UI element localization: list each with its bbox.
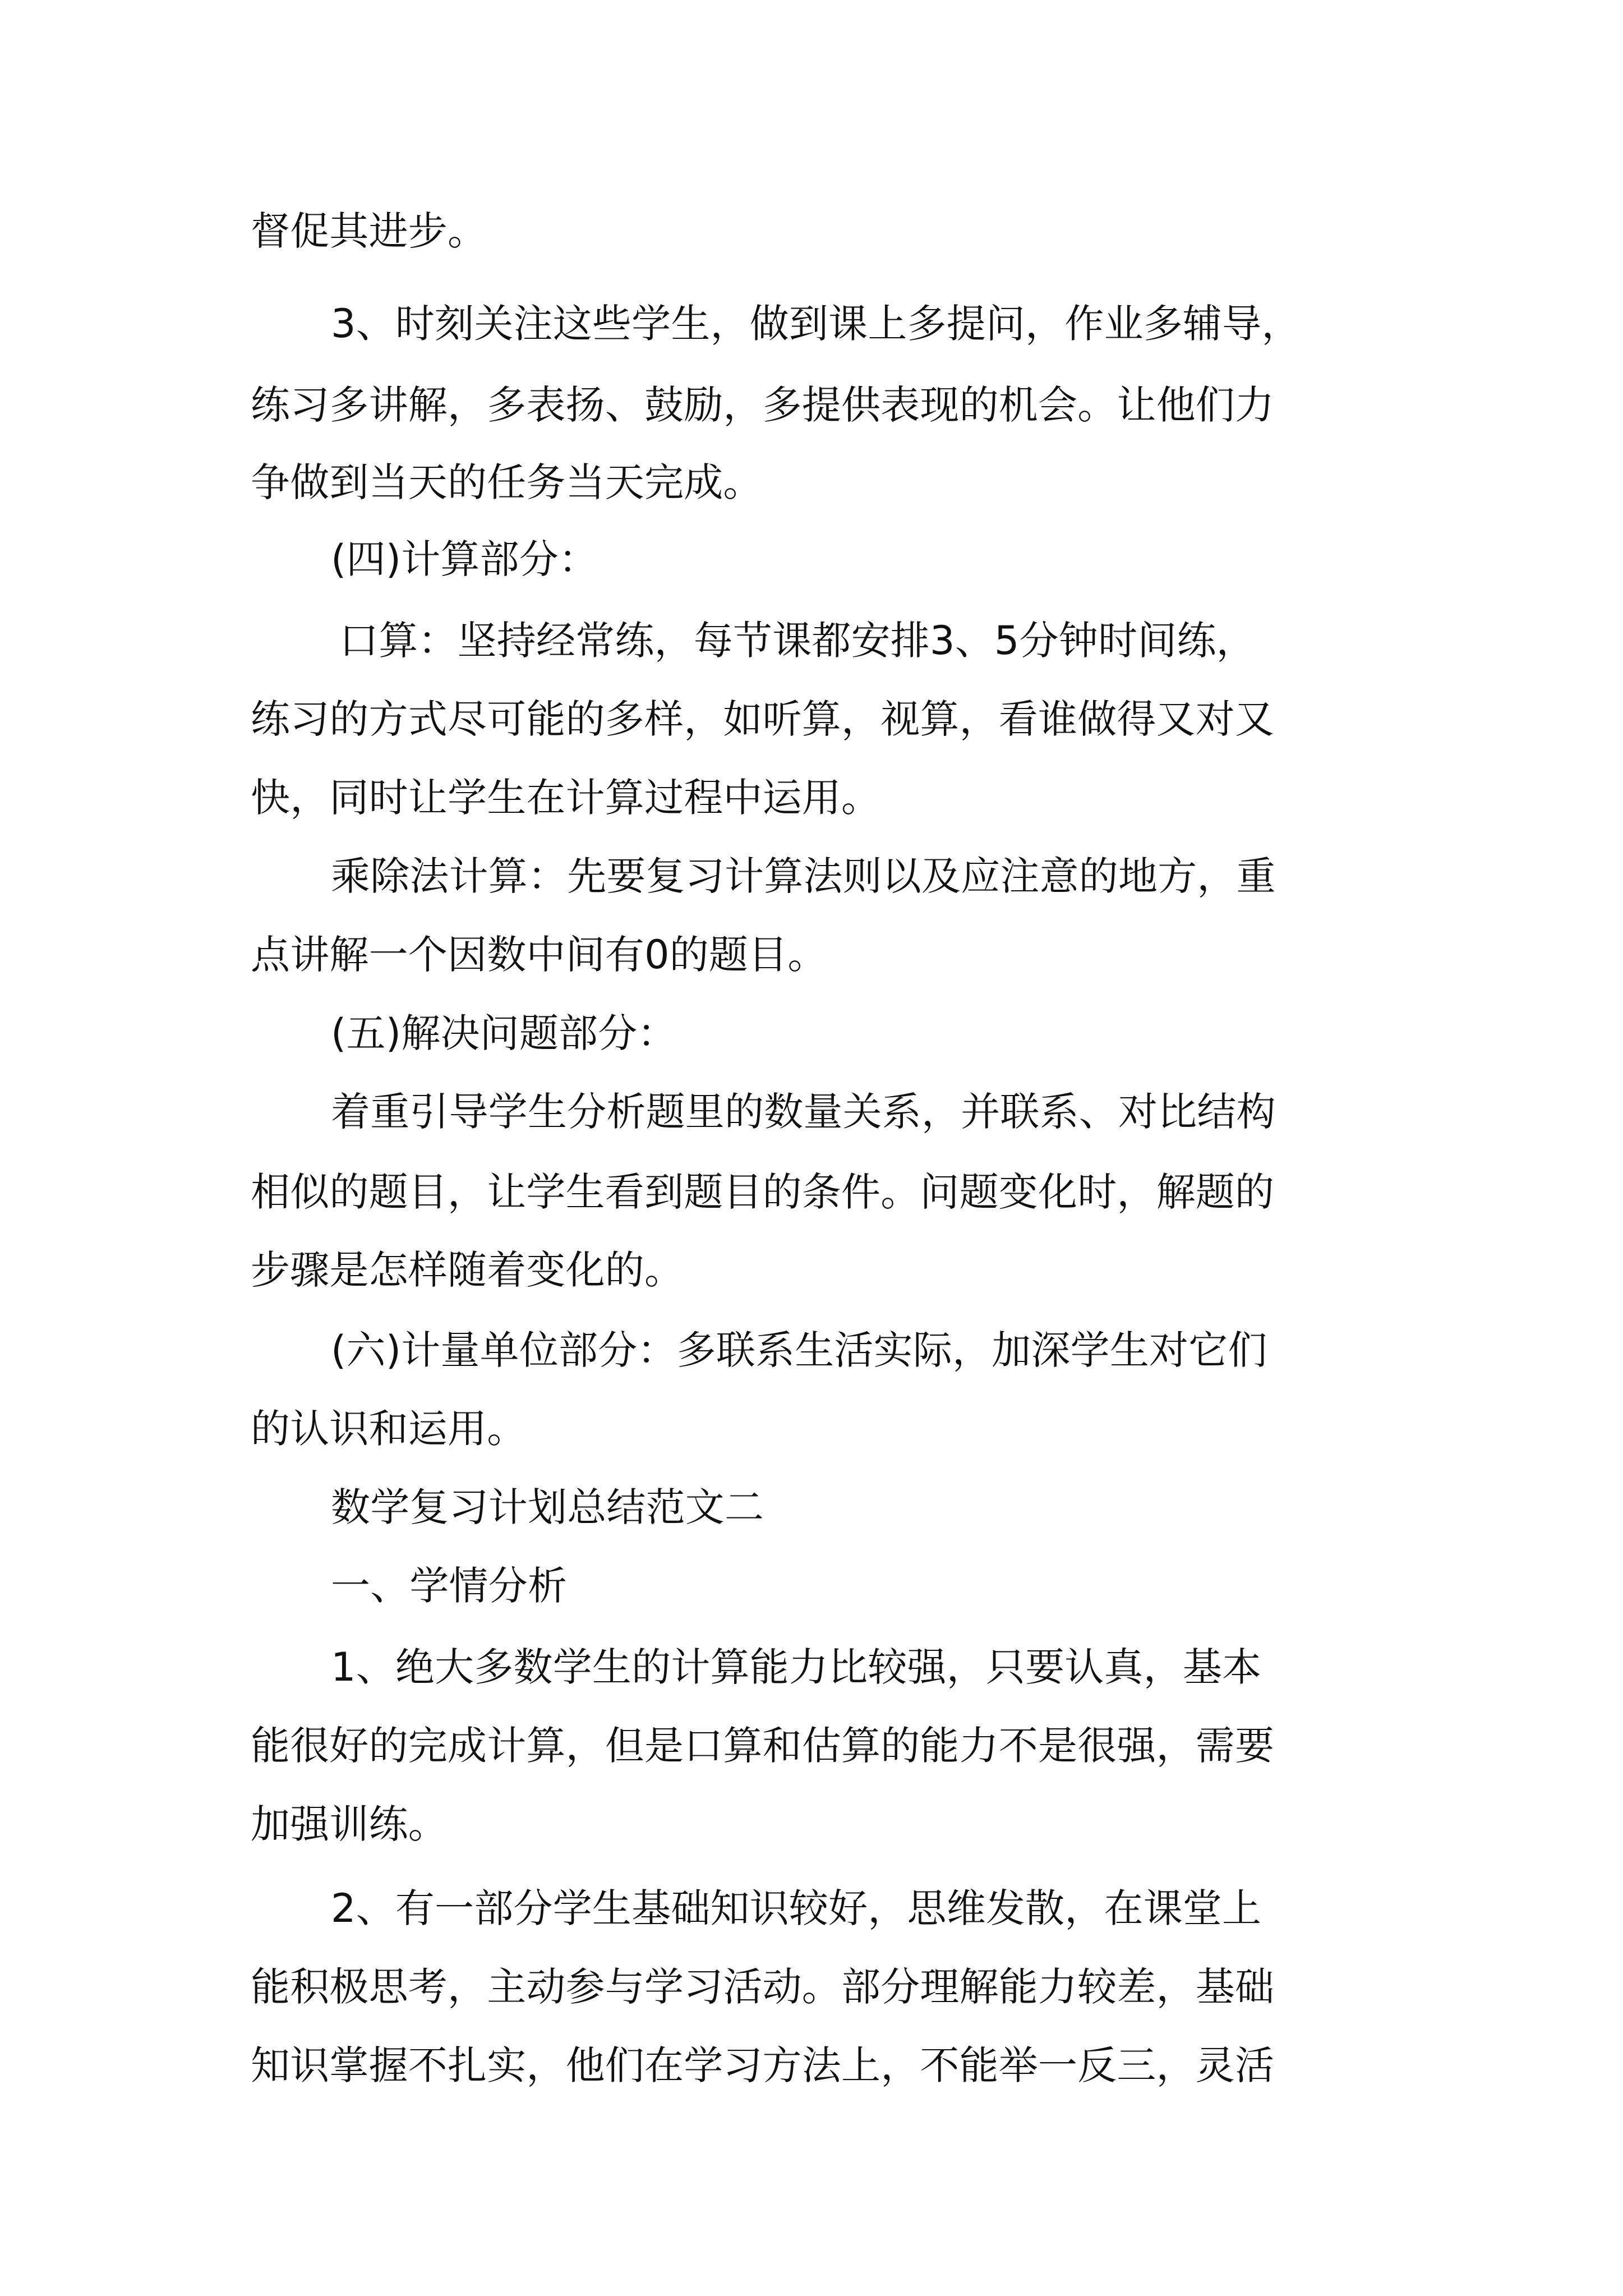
section-heading: (四)计算部分： <box>331 536 598 582</box>
section-heading: (五)解决问题部分： <box>331 1010 677 1056</box>
text-line: 相似的题目，让学生看到题目的条件。问题变化时，解题的 <box>251 1169 1275 1215</box>
text-line: 2、有一部分学生基础知识较好，思维发散，在课堂上 <box>331 1885 1262 1931</box>
text-line: 快，同时让学生在计算过程中运用。 <box>251 775 881 821</box>
text-line: 加强训练。 <box>251 1801 448 1847</box>
text-line: 知识掌握不扎实，他们在学习方法上，不能举一反三，灵活 <box>251 2042 1275 2088</box>
text-line: 乘除法计算：先要复习计算法则以及应注意的地方，重 <box>331 853 1276 899</box>
text-line: 步骤是怎样随着变化的。 <box>251 1247 684 1293</box>
text-line: 练习多讲解，多表扬、鼓励，多提供表现的机会。让他们力 <box>251 382 1275 428</box>
text-line: 能积极思考，主动参与学习活动。部分理解能力较差，基础 <box>251 1964 1275 2010</box>
text-line: 点讲解一个因数中间有0的题目。 <box>251 932 827 978</box>
text-line: 3、时刻关注这些学生，做到课上多提问，作业多辅导， <box>331 301 1301 347</box>
text-line: 口算：坚持经常练，每节课都安排3、5分钟时间练， <box>339 618 1256 664</box>
text-line: 的认识和运用。 <box>251 1406 527 1452</box>
text-line: 练习的方式尽可能的多样，如听算，视算，看谁做得又对又 <box>251 696 1275 742</box>
text-line: 着重引导学生分析题里的数量关系，并联系、对比结构 <box>331 1089 1276 1135</box>
text-line: 督促其进步。 <box>251 208 487 254</box>
text-line: 能很好的完成计算，但是口算和估算的能力不是很强，需要 <box>251 1723 1275 1769</box>
text-line: 1、绝大多数学生的计算能力比较强，只要认真，基本 <box>331 1644 1262 1690</box>
document-subtitle: 数学复习计划总结范文二 <box>331 1484 764 1530</box>
text-line: (六)计量单位部分：多联系生活实际，加深学生对它们 <box>331 1327 1267 1373</box>
text-line: 争做到当天的任务当天完成。 <box>251 459 763 505</box>
section-heading: 一、学情分析 <box>331 1563 568 1609</box>
